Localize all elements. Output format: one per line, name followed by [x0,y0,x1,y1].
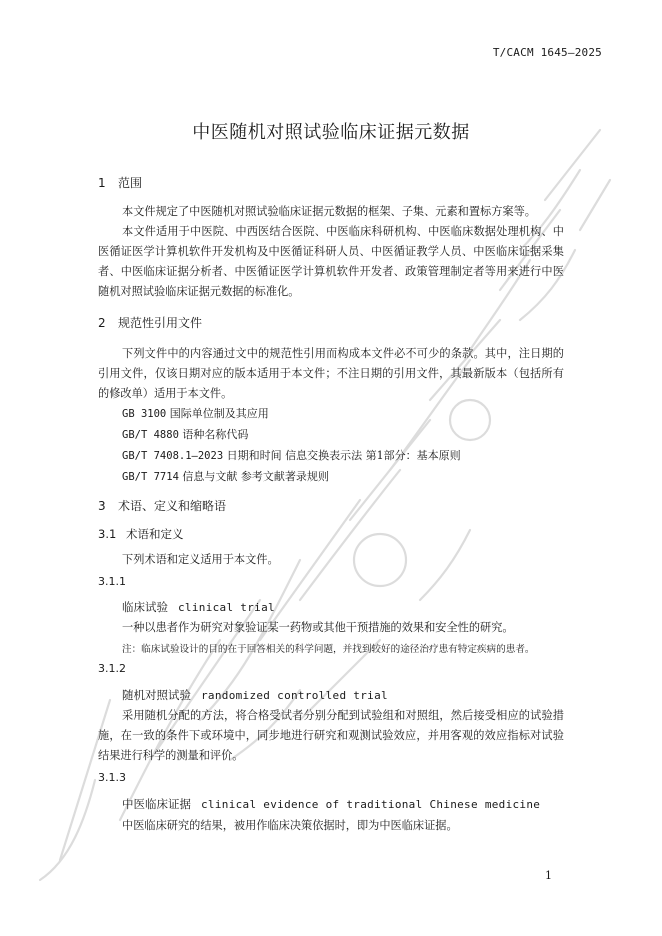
reference-item [122,468,329,484]
standard-code: T/CACM 1645—2025 [492,46,602,59]
term-number: 3.1.2 [98,662,126,675]
term-heading [122,796,540,812]
term-definition: 采用随机分配的方法，将合格受试者分别分配到试验组和对照组，然后接受相应的试验措施，在一致的条件下或环境中，同步地进行研究和观测试验效应，并用客观的效应指标对试验结果进行科学的测量和评价。 [98,709,564,762]
terms-intro: 下列术语和定义适用于本文件。 [122,553,279,566]
reference-item [122,447,461,463]
term-english: clinical evidence of traditional Chinese medicine [201,798,541,811]
section-number: 1 [98,176,106,190]
reference-title: 语种名称代码 [182,428,249,441]
reference-code: GB/T 7408.1—2023 [122,450,224,462]
page-number: 1 [545,869,552,882]
reference-title: 国际单位制及其应用 [169,407,269,420]
reference-code: GB/T 4880 [122,429,179,441]
term-definition: 中医临床研究的结果，被用作临床决策依据时，即为中医临床证据。 [122,819,458,832]
references-intro-paragraph: 下列文件中的内容通过文中的规范性引用而构成本文件必不可少的条款。其中，注日期的引用文件，仅该日期对应的版本适用于本文件；不注日期的引用文件，其最新版本（包括所有的修改单）适用于本文件。 [98,347,564,400]
section-heading-scope [98,174,142,191]
scope-paragraph-1: 本文件规定了中医随机对照试验临床证据元数据的框架、子集、元素和置标方案等。 [122,205,536,218]
term-chinese: 中医临床证据 [122,797,191,811]
section-number: 2 [98,316,106,330]
reference-code: GB 3100 [122,408,167,420]
reference-item [122,405,269,421]
section-title: 术语、定义和缩略语 [118,499,227,513]
reference-item [122,426,248,442]
term-english: clinical trial [178,601,275,614]
subsection-heading-terms-definitions [98,526,184,542]
term-number: 3.1.3 [98,771,126,784]
section-title: 范围 [118,176,143,190]
term-english: randomized controlled trial [201,689,388,702]
section-heading-normative-references [98,314,202,331]
section-number: 3 [98,499,106,513]
section-title: 规范性引用文件 [118,316,203,330]
term-note: 注：临床试验设计的目的在于回答相关的科学问题，并找到较好的途径治疗患有特定疾病的患者。 [122,644,535,655]
term-chinese: 临床试验 [122,600,168,614]
section-heading-terms [98,497,226,514]
scope-paragraph-2: 本文件适用于中医院、中西医结合医院、中医临床科研机构、中医临床数据处理机构、中医循证医学计算机软件开发机构及中医循证科研人员、中医循证教学人员、中医临床证据采集者、中医临床证据分析者、中医循证医学计算机软件开发者、政策管理制定者等用来进行中医随机对照试验临床证据元数据的标准化。 [98,225,564,298]
term-chinese: 随机对照试验 [122,688,191,702]
reference-title: 信息与文献 参考文献著录规则 [182,470,329,483]
reference-title: 日期和时间 信息交换表示法 第1部分：基本原则 [226,449,461,462]
term-definition: 一种以患者作为研究对象验证某一药物或其他干预措施的效果和安全性的研究。 [122,621,514,634]
term-number: 3.1.1 [98,575,126,588]
reference-code: GB/T 7714 [122,471,179,483]
term-heading [122,599,275,615]
document-title: 中医随机对照试验临床证据元数据 [192,122,470,143]
subsection-number: 3.1 [98,527,117,541]
subsection-title: 术语和定义 [126,527,184,541]
term-heading [122,687,388,703]
